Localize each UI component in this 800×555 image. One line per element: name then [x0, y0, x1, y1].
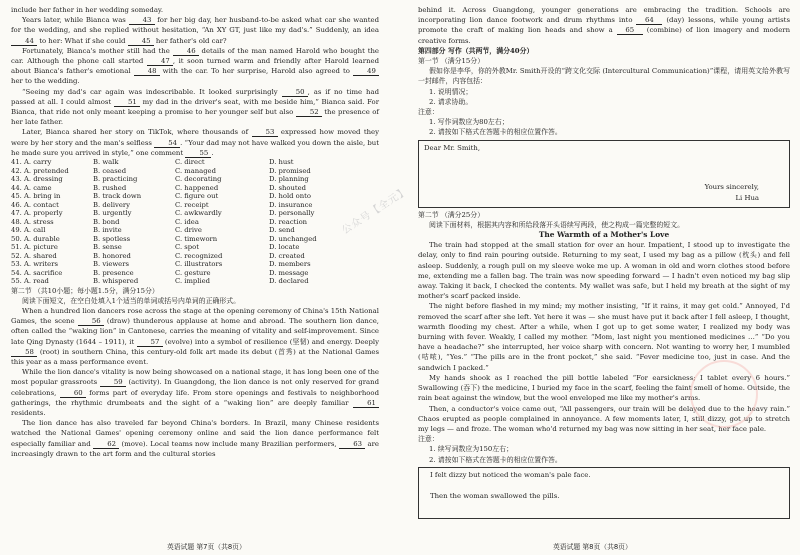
- option-43-D: D. planning: [269, 175, 309, 184]
- text-segment: Later, Bianca shared her story on TikTok, where thousands of: [22, 128, 252, 137]
- option-41-B: B. walk: [93, 158, 119, 167]
- left-column: [11, 5, 379, 459]
- option-47-A: 47. A. properly: [11, 209, 63, 218]
- option-42-D: D. promised: [269, 166, 311, 175]
- option-48-B: B. bond: [93, 217, 120, 226]
- option-46-B: B. delivery: [93, 200, 130, 209]
- note-2-1: 1. 续写词数应为150左右；: [429, 445, 513, 454]
- grammar-paragraph-end: [418, 5, 790, 46]
- option-45-C: C. figure out: [175, 192, 219, 201]
- note-1-1: 1. 写作词数应为80左右；: [429, 118, 509, 127]
- page-footer-right: 英语试题 第8页（共8页）: [553, 543, 632, 551]
- note-2-2: 2. 请按如下格式在答题卡的相应位置作答。: [429, 455, 562, 464]
- option-44-C: C. happened: [175, 183, 219, 192]
- blank-46: 46: [173, 47, 199, 56]
- text-segment: my dad in the driver's seat, with me beside him,” Bianca said. For Bianca, that ride not only meant keeping a promise to her younger self but also: [11, 97, 379, 117]
- continuation-opening-1: I felt dizzy but noticed the woman's pale face.: [430, 470, 591, 479]
- section2-heading: 第二节 （共10小题；每小题1.5分，满分15分）: [11, 286, 159, 295]
- option-54-D: D. message: [269, 268, 309, 277]
- blank-49: 49: [353, 67, 379, 76]
- text-segment: . “Your dad may not have walked you down the aisle, but he made sure you arrived in style,” one comment: [11, 138, 379, 157]
- blank-47: 47: [147, 57, 173, 66]
- text-segment: expressed how moved they were by her story and the man's selfless: [11, 128, 380, 147]
- letter-format-box: [418, 140, 790, 208]
- letter-close: Yours sincerely,: [704, 183, 759, 192]
- text-segment: Fortunately, Bianca's mother still had the: [22, 46, 173, 55]
- option-46-C: C. receipt: [175, 200, 209, 209]
- option-51-B: B. sense: [93, 243, 122, 252]
- option-43-B: B. practicing: [93, 175, 138, 184]
- text-segment: to her: What if she could: [37, 36, 128, 45]
- option-52-B: B. honored: [93, 251, 131, 260]
- option-48-D: D. reaction: [269, 217, 308, 226]
- paragraph-2: [11, 46, 379, 87]
- blank-51: 51: [114, 98, 140, 107]
- text-segment: with the car. To her surprise, Harold also agreed to: [159, 67, 353, 76]
- option-41-C: C. direct: [175, 158, 205, 167]
- blank-60: 60: [60, 389, 86, 398]
- blank-45: 45: [128, 37, 154, 46]
- intro-line: include her father in her wedding someday.: [11, 6, 164, 14]
- option-43-A: 43. A. dressing: [11, 175, 63, 184]
- blank-50: 50: [282, 88, 308, 97]
- blank-56: 56: [78, 317, 104, 326]
- letter-signature: Li Hua: [735, 194, 759, 203]
- writing-point-1: 1. 说明情况；: [429, 87, 473, 96]
- blank-53: 53: [252, 128, 278, 137]
- option-41-D: D. hust: [269, 158, 294, 167]
- note-1-2: 2. 请按如下格式在答题卡的相应位置作答。: [429, 128, 562, 137]
- option-49-C: C. drive: [175, 226, 202, 235]
- grammar-paragraph-3: [11, 418, 379, 459]
- text-segment: forms part of everyday life. From store openings and festivals to neighborhood gatherings, the rhythmic drumbeats and the sight of a “waking lion” are deeply familiar: [11, 388, 379, 407]
- option-44-A: 44. A. came: [11, 183, 52, 192]
- text-segment: “Seeing my dad's car again was indescribable. It looked surprisingly: [22, 87, 282, 96]
- option-46-A: 46. A. contact: [11, 200, 59, 209]
- paragraph-1: [11, 15, 379, 46]
- text-segment: Years later, while Bianca was: [22, 16, 129, 25]
- blank-59: 59: [100, 378, 126, 387]
- option-49-A: 49. A. call: [11, 226, 46, 235]
- blank-43: 43: [129, 16, 155, 25]
- paragraph-4: [11, 127, 379, 158]
- option-42-A: 42. A. pretended: [11, 166, 69, 175]
- option-54-C: C. gesture: [175, 268, 211, 277]
- option-51-D: D. locate: [269, 243, 300, 252]
- text-segment: .: [211, 148, 214, 157]
- option-41-A: 41. A. carry: [11, 158, 52, 167]
- option-55-B: B. whispered: [93, 277, 139, 286]
- writing-section2-instruction: 阅读下面材料，根据其内容和所给段落开头语续写两段，使之构成一篇完整的短文。: [429, 220, 684, 229]
- option-55-A: 55. A. read: [11, 277, 49, 286]
- grammar-paragraph-1: [11, 306, 379, 367]
- writing-section1-heading: 第一节 （满分15分）: [418, 57, 485, 66]
- option-45-B: B. track down: [93, 192, 142, 201]
- story-paragraph-1: The train had stopped at the small station for over an hour. Impatient, I stood up to investigate the delay, only to find rain pouring outside. Returning to my seat, I used my bag as a pillow (枕头) and fell asleep. Suddenly, a rough pull on my sleeve woke me up. A woman in old and worn clothes stood before me, extending me a fallen bag. The train was now speeding forward — I hadn't even noticed my bag slip away. Taking it back, I checked the contents. My wallet was safe, but I held my breath at the sight of my mother's scarf packed inside.: [418, 241, 790, 301]
- option-53-A: 53. A. writers: [11, 260, 58, 269]
- option-44-D: D. shouted: [269, 183, 306, 192]
- text-segment: (root) in southern China, this century-old folk art made its debut (首秀) at the National Games this year as a mass performance event.: [11, 347, 379, 366]
- blank-64: 64: [636, 16, 662, 25]
- paragraph-3: [11, 87, 379, 128]
- option-43-C: C. decorating: [175, 175, 222, 184]
- grammar-paragraph-2: [11, 367, 379, 418]
- option-42-B: B. ceased: [93, 166, 127, 175]
- blank-61: 61: [353, 399, 379, 408]
- story-paragraph-3: My hands shook as I reached the pill bottle labeled “For earsickness; I tablet every 6 hours.” Swallowing (吞下) the medicine, I buried my face in the scarf, feeling the faint smell of home. Outside, the rain beat against the window, but the wool enveloped me like my mother's arms.: [418, 373, 790, 403]
- option-52-D: D. created: [269, 251, 305, 260]
- text-segment: for her big day, her husband-to-be asked what car she wanted for the wedding, and she replied without hesitation, “An XY GT, just like my dad's.” Suddenly, an idea: [11, 16, 379, 35]
- text-segment: residents.: [11, 408, 46, 417]
- option-53-B: B. viewers: [93, 260, 129, 269]
- right-column: [418, 5, 790, 521]
- option-46-D: D. insurance: [269, 200, 313, 209]
- story-title: The Warmth of a Mother's Love: [538, 230, 670, 240]
- text-segment: (draw) thunderous applause at home and abroad. The southern lion dance, often called the “waking lion” in Cantonese, carries the meaning of vitality and self-improvement. Since late Qing Dynasty (1644 – 1911), it: [11, 317, 379, 346]
- text-segment: are increasingly drawn to the art form and the cultural stories: [11, 439, 380, 458]
- option-50-B: B. spotless: [93, 234, 131, 243]
- option-49-B: B. invite: [93, 226, 122, 235]
- text-segment: (day) lessons, while young artists promote the craft of making lion heads and show a: [418, 16, 790, 35]
- option-45-A: 45. A. bring in: [11, 192, 61, 201]
- text-segment: her father's old car?: [153, 36, 227, 45]
- option-52-C: C. recognized: [175, 251, 223, 260]
- option-48-A: 48. A. stress: [11, 217, 54, 226]
- blank-44: 44: [11, 37, 37, 46]
- text-segment: The lion dance has also traveled far beyond China's borders. In Brazil, many Chinese residents watched the National Games' opening ceremony online and said the lion dance performance felt especially familiar and: [11, 419, 379, 448]
- blank-63: 63: [339, 440, 365, 449]
- text-segment: , it soon turned warm and friendly after Harold learned about Bianca's father's emotional: [11, 57, 379, 76]
- text-segment: (activity). In Guangdong, the lion dance is not only reserved for grand celebrations,: [11, 378, 379, 397]
- blank-65: 65: [617, 26, 643, 35]
- option-54-B: B. presence: [93, 268, 134, 277]
- option-52-A: 52. A. shared: [11, 251, 57, 260]
- option-47-C: C. awkwardly: [175, 209, 222, 218]
- option-47-D: D. personally: [269, 209, 315, 218]
- option-48-C: C. idea: [175, 217, 199, 226]
- cloze-options: [11, 158, 379, 286]
- text-segment: When a hundred lion dancers rose across the stage at the opening ceremony of China's 15th National Games, the scene: [11, 306, 379, 326]
- blank-58: 58: [11, 348, 37, 357]
- story-paragraph-2: The night before flashed in my mind; my mother insisting, “If it rains, it may get cold.” Annoyed, I'd removed the scarf after she left. Yet here it was — she must have put it back after I fell asleep, I thought, warmth flooding my chest. After a while, when I got up to get some water, I realized my body was burning with fever. Weakly, I called my mother. “Mom, last night you mentioned medicines …” “Do you have a headache?” she interrupted, her voice sharp with concern. Not wanting to worry her, I mumbled (咕哝), “Yes.” “The pills are in the front pocket,” she said. “Fever medicine too, just in case. And the sandwich I packed.”: [418, 302, 790, 372]
- option-50-D: D. unchanged: [269, 234, 317, 243]
- option-50-A: 50. A. durable: [11, 234, 60, 243]
- section2-instruction: 阅读下面短文，在空白处填入1个适当的单词或括号内单词的正确形式。: [22, 296, 241, 305]
- text-segment: (move). Local teams now include many Brazilian performers,: [119, 439, 340, 448]
- option-53-C: C. illustrators: [175, 260, 223, 269]
- story-paragraph-4: Then, a conductor's voice came out, “All passengers, our train will be delayed due to the heavy rain.” Chaos erupted as people complained in annoyance. A few moments later, I, still dizzy, got up to stretch my legs — and froze. The woman who'd returned my bag was now sitting in her seat, her face pale.: [418, 404, 790, 433]
- seal-stamp: [690, 360, 758, 428]
- writing-point-2: 2. 请求协助。: [429, 97, 473, 106]
- option-53-D: D. members: [269, 260, 311, 269]
- continuation-opening-2: Then the woman swallowed the pills.: [430, 491, 560, 500]
- text-segment: (evolve) into a symbol of resilience (坚韧) and energy. Deeply: [162, 337, 379, 346]
- blank-55: 55: [185, 149, 211, 158]
- option-51-C: C. spot: [175, 243, 199, 252]
- text-segment: behind it. Across Guangdong, younger generations are embracing the tradition. Schools are incorporating lion dance footwork and drum rhythms into: [418, 6, 790, 25]
- blank-54: 54: [154, 139, 180, 148]
- option-45-D: D. hold onto: [269, 192, 311, 201]
- option-51-A: 51. A. picture: [11, 243, 58, 252]
- text-segment: (combine) of lion imagery and modern creative forms.: [418, 26, 791, 45]
- blank-52: 52: [296, 108, 322, 117]
- writing-section2-heading: 第二节 （满分25分）: [418, 210, 485, 219]
- option-47-B: B. urgently: [93, 209, 132, 218]
- page-footer-left: 英语试题 第7页（共8页）: [167, 543, 246, 551]
- option-44-B: B. rushed: [93, 183, 127, 192]
- option-54-A: 54. A. sacrifice: [11, 268, 63, 277]
- option-42-C: C. managed: [175, 166, 216, 175]
- option-50-C: C. timeworn: [175, 234, 218, 243]
- text-segment: her to the wedding.: [11, 77, 80, 86]
- letter-greeting: Dear Mr. Smith,: [424, 143, 481, 152]
- part4-heading: 第四部分 写作（共两节，满分40分）: [418, 46, 534, 55]
- continuation-format-box: [418, 467, 790, 519]
- text-segment: details of the man named Harold who bought the car. Although the phone call started: [11, 46, 379, 66]
- option-55-D: D. declared: [269, 277, 309, 286]
- blank-57: 57: [137, 338, 163, 347]
- text-segment: the presence of her late father.: [11, 108, 379, 127]
- text-segment: , as if no time had passed at all. I could almost: [11, 87, 379, 106]
- note-label-1: 注意：: [418, 108, 439, 117]
- note-label-2: 注意：: [418, 435, 439, 444]
- blank-48: 48: [134, 67, 160, 76]
- option-49-D: D. send: [269, 226, 295, 235]
- option-55-C: C. implied: [175, 277, 210, 286]
- writing-section1-prompt: 假如你是李华，你的外教Mr. Smith开设的“跨文化交际 (Intercultural Communication)”课程，请用英文给外教写一封邮件，内容包括：: [418, 67, 790, 86]
- watermark-text: 公众号【全元】: [340, 185, 411, 237]
- blank-62: 62: [93, 440, 119, 449]
- text-segment: While the lion dance's vitality is now being showcased on a national stage, it has long been one of the most popular grassroots: [11, 368, 379, 387]
